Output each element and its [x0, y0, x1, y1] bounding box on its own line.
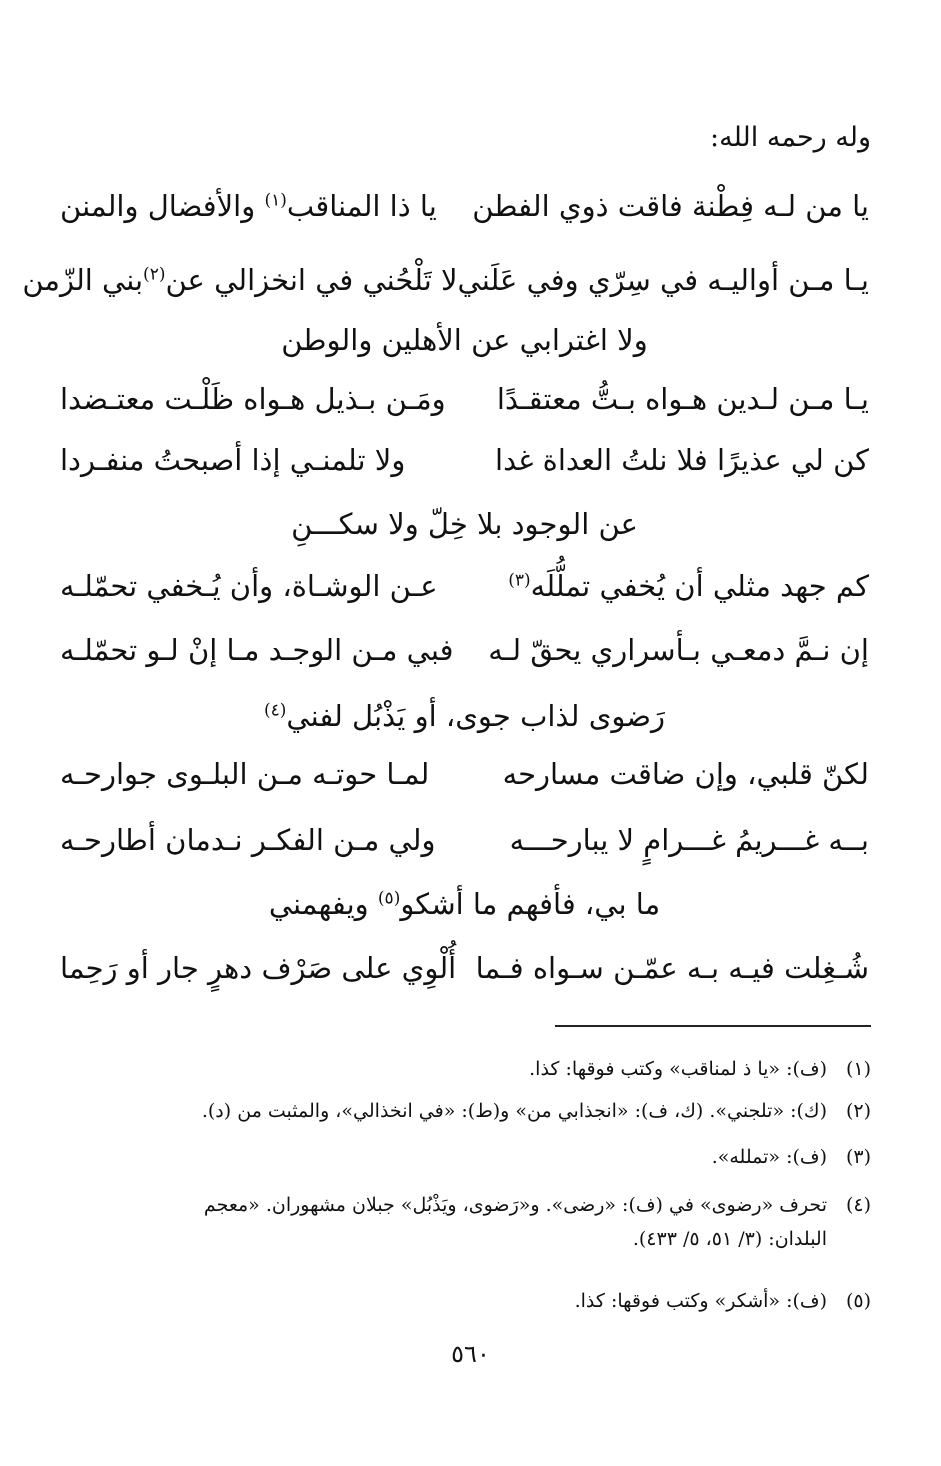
verse-hemistich-left: فبي مـن الوجـد مـا إنْ لـو تحمّلـه: [60, 633, 454, 667]
footnote-number: (٣): [845, 1146, 871, 1168]
footnote-continuation: البلدان: (٣/ ٥١، ٥/ ٤٣٣).: [632, 1228, 827, 1250]
verse-line-9: [60, 940, 869, 996]
footnote-text: تحرف «رضوى» في (ف): «رضى». و«رَضوى، ويَذْبُل» جبلان مشهوران. «معجم: [203, 1194, 827, 1216]
footnote-ref-1: (١): [264, 190, 287, 211]
footnote-text: (ف): «يا ذ لمناقب» وكتب فوقها: كذا.: [529, 1058, 827, 1080]
footnote-text: (ك): «تلجني». (ك، ف): «انجذابي من» و(ط): «في انخذالي»، والمثبت من (د).: [201, 1100, 827, 1122]
verse-refrain-3: رَضوى لذاب جوى، أو يَذْبُل لفني$^{(٤)}$: [263, 699, 666, 733]
verse-hemistich-right: كن لي عذيرًا فلا نلتُ العداة غدا: [495, 443, 869, 477]
footnote-3: [66, 1140, 871, 1174]
verse-hemistich-right: شُـغِلت فيـه بـه عمّـن سـواه فـما: [475, 951, 869, 985]
verse-hemistich-left: لمـا حوتـه مـن البلـوى جوارحـه: [60, 757, 430, 791]
footnote-ref-4: (٤): [263, 700, 287, 721]
verse-hemistich-right: لكنّ قلبي، وإن ضاقت مسارحه: [502, 757, 869, 791]
poem-intro: وله رحمه الله:: [710, 122, 871, 153]
verse-line-1: [60, 178, 869, 234]
verse-hemistich-left: ولا تلمنـي إذا أصبحتُ منفـردا: [60, 443, 406, 477]
verse-line-3: [60, 371, 869, 427]
verse-hemistich-right: إن نـمَّ دمعـي بـأسراري يحقّ لـه: [488, 633, 869, 667]
footnote-ref-2: (٢): [143, 264, 166, 285]
verse-hemistich-left: عـن الوشـاة، وأن يُـخفي تحمّلـه: [60, 569, 438, 603]
footnote-1: [66, 1052, 871, 1086]
verse-hemistich-left: ولي مـن الفكـر نـدمان أطارحـه: [60, 823, 436, 857]
footnote-text: (ف): «تملله».: [711, 1146, 827, 1168]
verse-line-7: [60, 746, 869, 802]
page-number: ٥٦٠: [451, 1340, 490, 1368]
footnote-2: [66, 1094, 871, 1128]
footnote-4: [66, 1188, 871, 1256]
footnote-5: [66, 1284, 871, 1318]
verse-hemistich-left: ومَـن بـذيل هـواه ظَلْـت معتـضدا: [60, 382, 446, 416]
verse-line-6: [60, 622, 869, 678]
verse-hemistich-left: يا ذا المناقب$^{(١)}$ والأفضال والمنن: [60, 189, 437, 223]
verse-hemistich-right: كم جهد مثلي أن يُخفي تملُّلَه$^{(٣)}$: [508, 569, 869, 603]
verse-line-2: [22, 252, 869, 308]
verse-hemistich-left: أُلْوِي على صَرْف دهرٍ جار أو رَحِما: [60, 951, 457, 985]
footnote-separator: [555, 1025, 871, 1027]
footnote-number: (٥): [845, 1290, 871, 1312]
verse-refrain-2: عن الوجود بلا خِلّ ولا سكـــنِ: [291, 507, 638, 541]
verse-refrain-4: ما بي، فأفهم ما أشكو$^{(٥)}$ ويفهمني: [268, 887, 661, 921]
verse-hemistich-right: يـا مـن أواليـه في سِرّي وفي عَلَني: [457, 263, 869, 297]
verse-hemistich-left: لا تَلْحُني في انخزالي عن$^{(٢)}$بني الزّمن: [22, 263, 458, 297]
verse-refrain-1: ولا اغترابي عن الأهلين والوطن: [281, 323, 648, 357]
verse-line-4: [60, 432, 869, 488]
verse-hemistich-right: يا من لـه فِطْنة فاقت ذوي الفطن: [472, 189, 869, 223]
footnote-ref-5: (٥): [377, 888, 401, 909]
footnote-number: (١): [845, 1058, 871, 1080]
footnote-ref-3: (٣): [508, 570, 531, 591]
verse-hemistich-right: يـا مـن لـدين هـواه بـتُّ معتقـدًا: [496, 382, 869, 416]
footnote-number: (٢): [845, 1100, 871, 1122]
verse-hemistich-right: بــه غـــريمُ غـــرامٍ لا يبارحـــه: [509, 823, 869, 857]
footnote-text: (ف): «أشكر» وكتب فوقها: كذا.: [574, 1290, 827, 1312]
footnote-number: (٤): [845, 1194, 871, 1216]
verse-line-5: [60, 558, 869, 614]
verse-line-8: [60, 812, 869, 868]
